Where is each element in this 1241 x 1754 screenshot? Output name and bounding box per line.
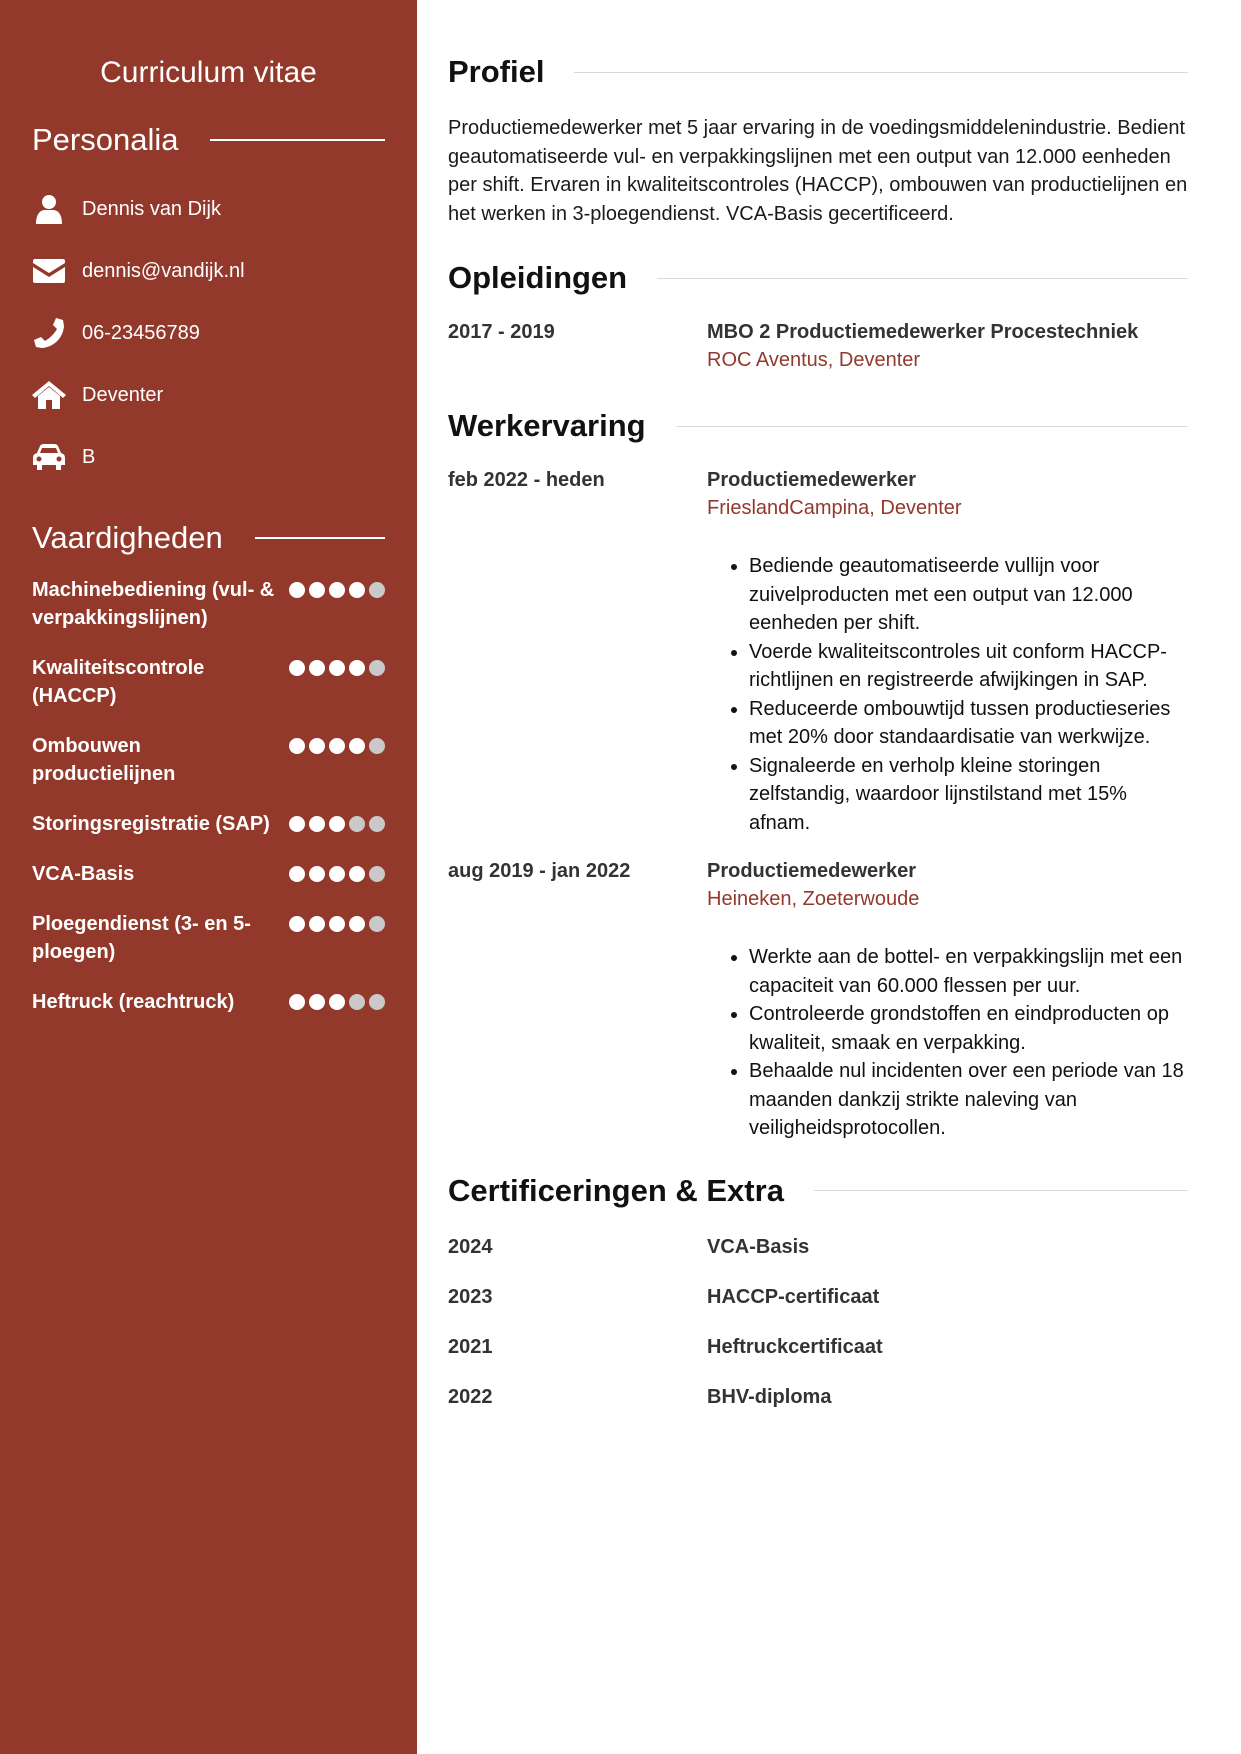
personal-city [32, 364, 385, 426]
heading-divider [255, 537, 385, 539]
work-title: Productiemedewerker [707, 469, 916, 491]
rating-dot-empty [369, 816, 385, 832]
rating-dot-filled [309, 582, 325, 598]
work-bullet: • Reduceerde ombouwtijd tussen productieseries met 20% door standaardisatie van werkwijze. [749, 695, 1188, 752]
personal-name [32, 178, 385, 240]
personal-phone [32, 302, 385, 364]
skill-item [32, 988, 385, 1016]
heading-divider [676, 426, 1188, 427]
rating-dot-empty [369, 738, 385, 754]
rating-dot-filled [289, 816, 305, 832]
certifications-heading-label: Certificeringen & Extra [448, 1172, 784, 1208]
license-value: B [82, 445, 96, 468]
car-icon [32, 441, 66, 473]
skill-rating [289, 738, 385, 754]
work-entry [448, 857, 1188, 1143]
profile-heading-label: Profiel [448, 54, 545, 89]
work-bullet: • Voerde kwaliteitscontroles uit conform HACCP-richtlijnen en registreerde afwijkingen in SAP. [749, 638, 1188, 695]
phone-icon [32, 317, 66, 349]
rating-dot-filled [329, 916, 345, 932]
personalia-heading [32, 120, 385, 160]
home-icon [32, 379, 66, 411]
rating-dot-filled [289, 660, 305, 676]
certification-year: 2021 [448, 1335, 493, 1358]
certification-row [448, 1333, 1188, 1361]
skill-rating [289, 994, 385, 1010]
rating-dot-filled [289, 916, 305, 932]
certification-year: 2022 [448, 1385, 493, 1408]
profile-heading [448, 52, 1188, 92]
skill-item [32, 576, 385, 632]
certification-title: Heftruckcertificaat [707, 1335, 883, 1358]
rating-dot-filled [289, 582, 305, 598]
work-heading-label: Werkervaring [448, 408, 646, 443]
certification-title: BHV-diploma [707, 1385, 832, 1408]
education-title: MBO 2 Productiemedewerker Procestechniek [707, 321, 1139, 343]
work-entry [448, 466, 1188, 837]
rating-dot-empty [369, 994, 385, 1010]
rating-dot-empty [369, 660, 385, 676]
certification-title: VCA-Basis [707, 1235, 810, 1258]
phone-value[interactable]: 06-23456789 [82, 321, 200, 344]
rating-dot-filled [289, 866, 305, 882]
skill-rating [289, 866, 385, 882]
skill-item [32, 810, 385, 838]
rating-dot-filled [329, 994, 345, 1010]
work-bullet: • Behaalde nul incidenten over een periode van 18 maanden dankzij strikte naleving van veiligheidsprotocollen. [749, 1057, 1188, 1143]
certification-row [448, 1233, 1188, 1261]
rating-dot-filled [329, 582, 345, 598]
work-employer: FrieslandCampina, Deventer [707, 497, 962, 519]
rating-dot-filled [309, 816, 325, 832]
certification-year: 2023 [448, 1285, 493, 1308]
rating-dot-filled [309, 994, 325, 1010]
education-school: ROC Aventus, Deventer [707, 349, 921, 371]
personalia-heading-label: Personalia [32, 122, 179, 157]
rating-dot-filled [329, 866, 345, 882]
skill-name: Ploegendienst (3- en 5-ploegen) [32, 913, 251, 963]
rating-dot-filled [309, 738, 325, 754]
work-bullet: • Controleerde grondstoffen en eindproducten op kwaliteit, smaak en verpakking. [749, 1000, 1188, 1057]
personal-license [32, 426, 385, 488]
city-value: Deventer [82, 383, 164, 406]
profile-text: Productiemedewerker met 5 jaar ervaring in de voedingsmiddelenindustrie. Bedient geautomatiseerde vul- en verpakkingslijnen met een output van 12.000 eenheden per shift. Ervaren in kwaliteitscontroles (HACCP), ombouwen van productielijnen en het werken in 3-ploegendienst. VCA-Basis gecertificeerd. [448, 117, 1188, 225]
skill-item [32, 860, 385, 888]
skill-name: Storingsregistratie (SAP) [32, 813, 270, 835]
skill-item [32, 732, 385, 788]
main-content [448, 0, 1188, 1411]
education-entry [448, 318, 1188, 374]
work-title: Productiemedewerker [707, 860, 916, 882]
heading-divider [657, 278, 1188, 279]
work-bullets [707, 943, 1188, 1143]
skill-name: Machinebediening (vul- & verpakkingslijnen) [32, 579, 275, 629]
rating-dot-filled [329, 738, 345, 754]
rating-dot-empty [349, 816, 365, 832]
skills-list [32, 576, 385, 1016]
work-bullet: • Werkte aan de bottel- en verpakkingslijn met een capaciteit van 60.000 flessen per uur. [749, 943, 1188, 1000]
rating-dot-filled [309, 660, 325, 676]
rating-dot-filled [329, 660, 345, 676]
skill-item [32, 654, 385, 710]
rating-dot-filled [309, 866, 325, 882]
email-value[interactable]: dennis@vandijk.nl [82, 259, 245, 282]
skill-rating [289, 582, 385, 598]
education-heading-label: Opleidingen [448, 260, 628, 295]
cv-title: Curriculum vitae [100, 56, 317, 89]
rating-dot-filled [329, 816, 345, 832]
rating-dot-filled [349, 916, 365, 932]
rating-dot-filled [289, 738, 305, 754]
certification-row [448, 1283, 1188, 1311]
work-bullets [707, 552, 1188, 837]
heading-divider [814, 1190, 1188, 1191]
name-value: Dennis van Dijk [82, 197, 221, 220]
work-heading [448, 406, 1188, 446]
rating-dot-filled [349, 866, 365, 882]
certifications-heading [448, 1171, 1188, 1211]
skill-name: VCA-Basis [32, 863, 135, 885]
sidebar [0, 0, 417, 1754]
rating-dot-filled [349, 582, 365, 598]
rating-dot-empty [369, 866, 385, 882]
skills-heading [32, 518, 385, 558]
rating-dot-filled [289, 994, 305, 1010]
certification-year: 2024 [448, 1235, 493, 1258]
skill-rating [289, 660, 385, 676]
work-bullet: • Bediende geautomatiseerde vullijn voor zuivelproducten met een output van 12.000 eenheden per shift. [749, 552, 1188, 638]
skill-name: Ombouwen productielijnen [32, 735, 176, 785]
heading-divider [210, 139, 385, 141]
skill-item [32, 910, 385, 966]
rating-dot-empty [369, 916, 385, 932]
education-heading [448, 258, 1188, 298]
personal-email [32, 240, 385, 302]
certification-row [448, 1383, 1188, 1411]
skill-name: Heftruck (reachtruck) [32, 991, 235, 1013]
skills-heading-label: Vaardigheden [32, 520, 223, 555]
rating-dot-filled [349, 738, 365, 754]
work-bullet: • Signaleerde en verholp kleine storingen zelfstandig, waardoor lijnstilstand met 15% afnam. [749, 752, 1188, 838]
work-date: feb 2022 - heden [448, 469, 605, 491]
certification-title: HACCP-certificaat [707, 1285, 880, 1308]
rating-dot-empty [349, 994, 365, 1010]
skill-rating [289, 916, 385, 932]
user-icon [32, 193, 66, 225]
envelope-icon [32, 255, 66, 287]
certifications-list [448, 1233, 1188, 1411]
personal-info-list [32, 178, 385, 488]
work-date: aug 2019 - jan 2022 [448, 860, 631, 882]
rating-dot-empty [369, 582, 385, 598]
heading-divider [574, 72, 1188, 73]
rating-dot-filled [349, 660, 365, 676]
skill-name: Kwaliteitscontrole (HACCP) [32, 657, 205, 707]
rating-dot-filled [309, 916, 325, 932]
education-date: 2017 - 2019 [448, 321, 555, 343]
skill-rating [289, 816, 385, 832]
work-employer: Heineken, Zoeterwoude [707, 888, 920, 910]
